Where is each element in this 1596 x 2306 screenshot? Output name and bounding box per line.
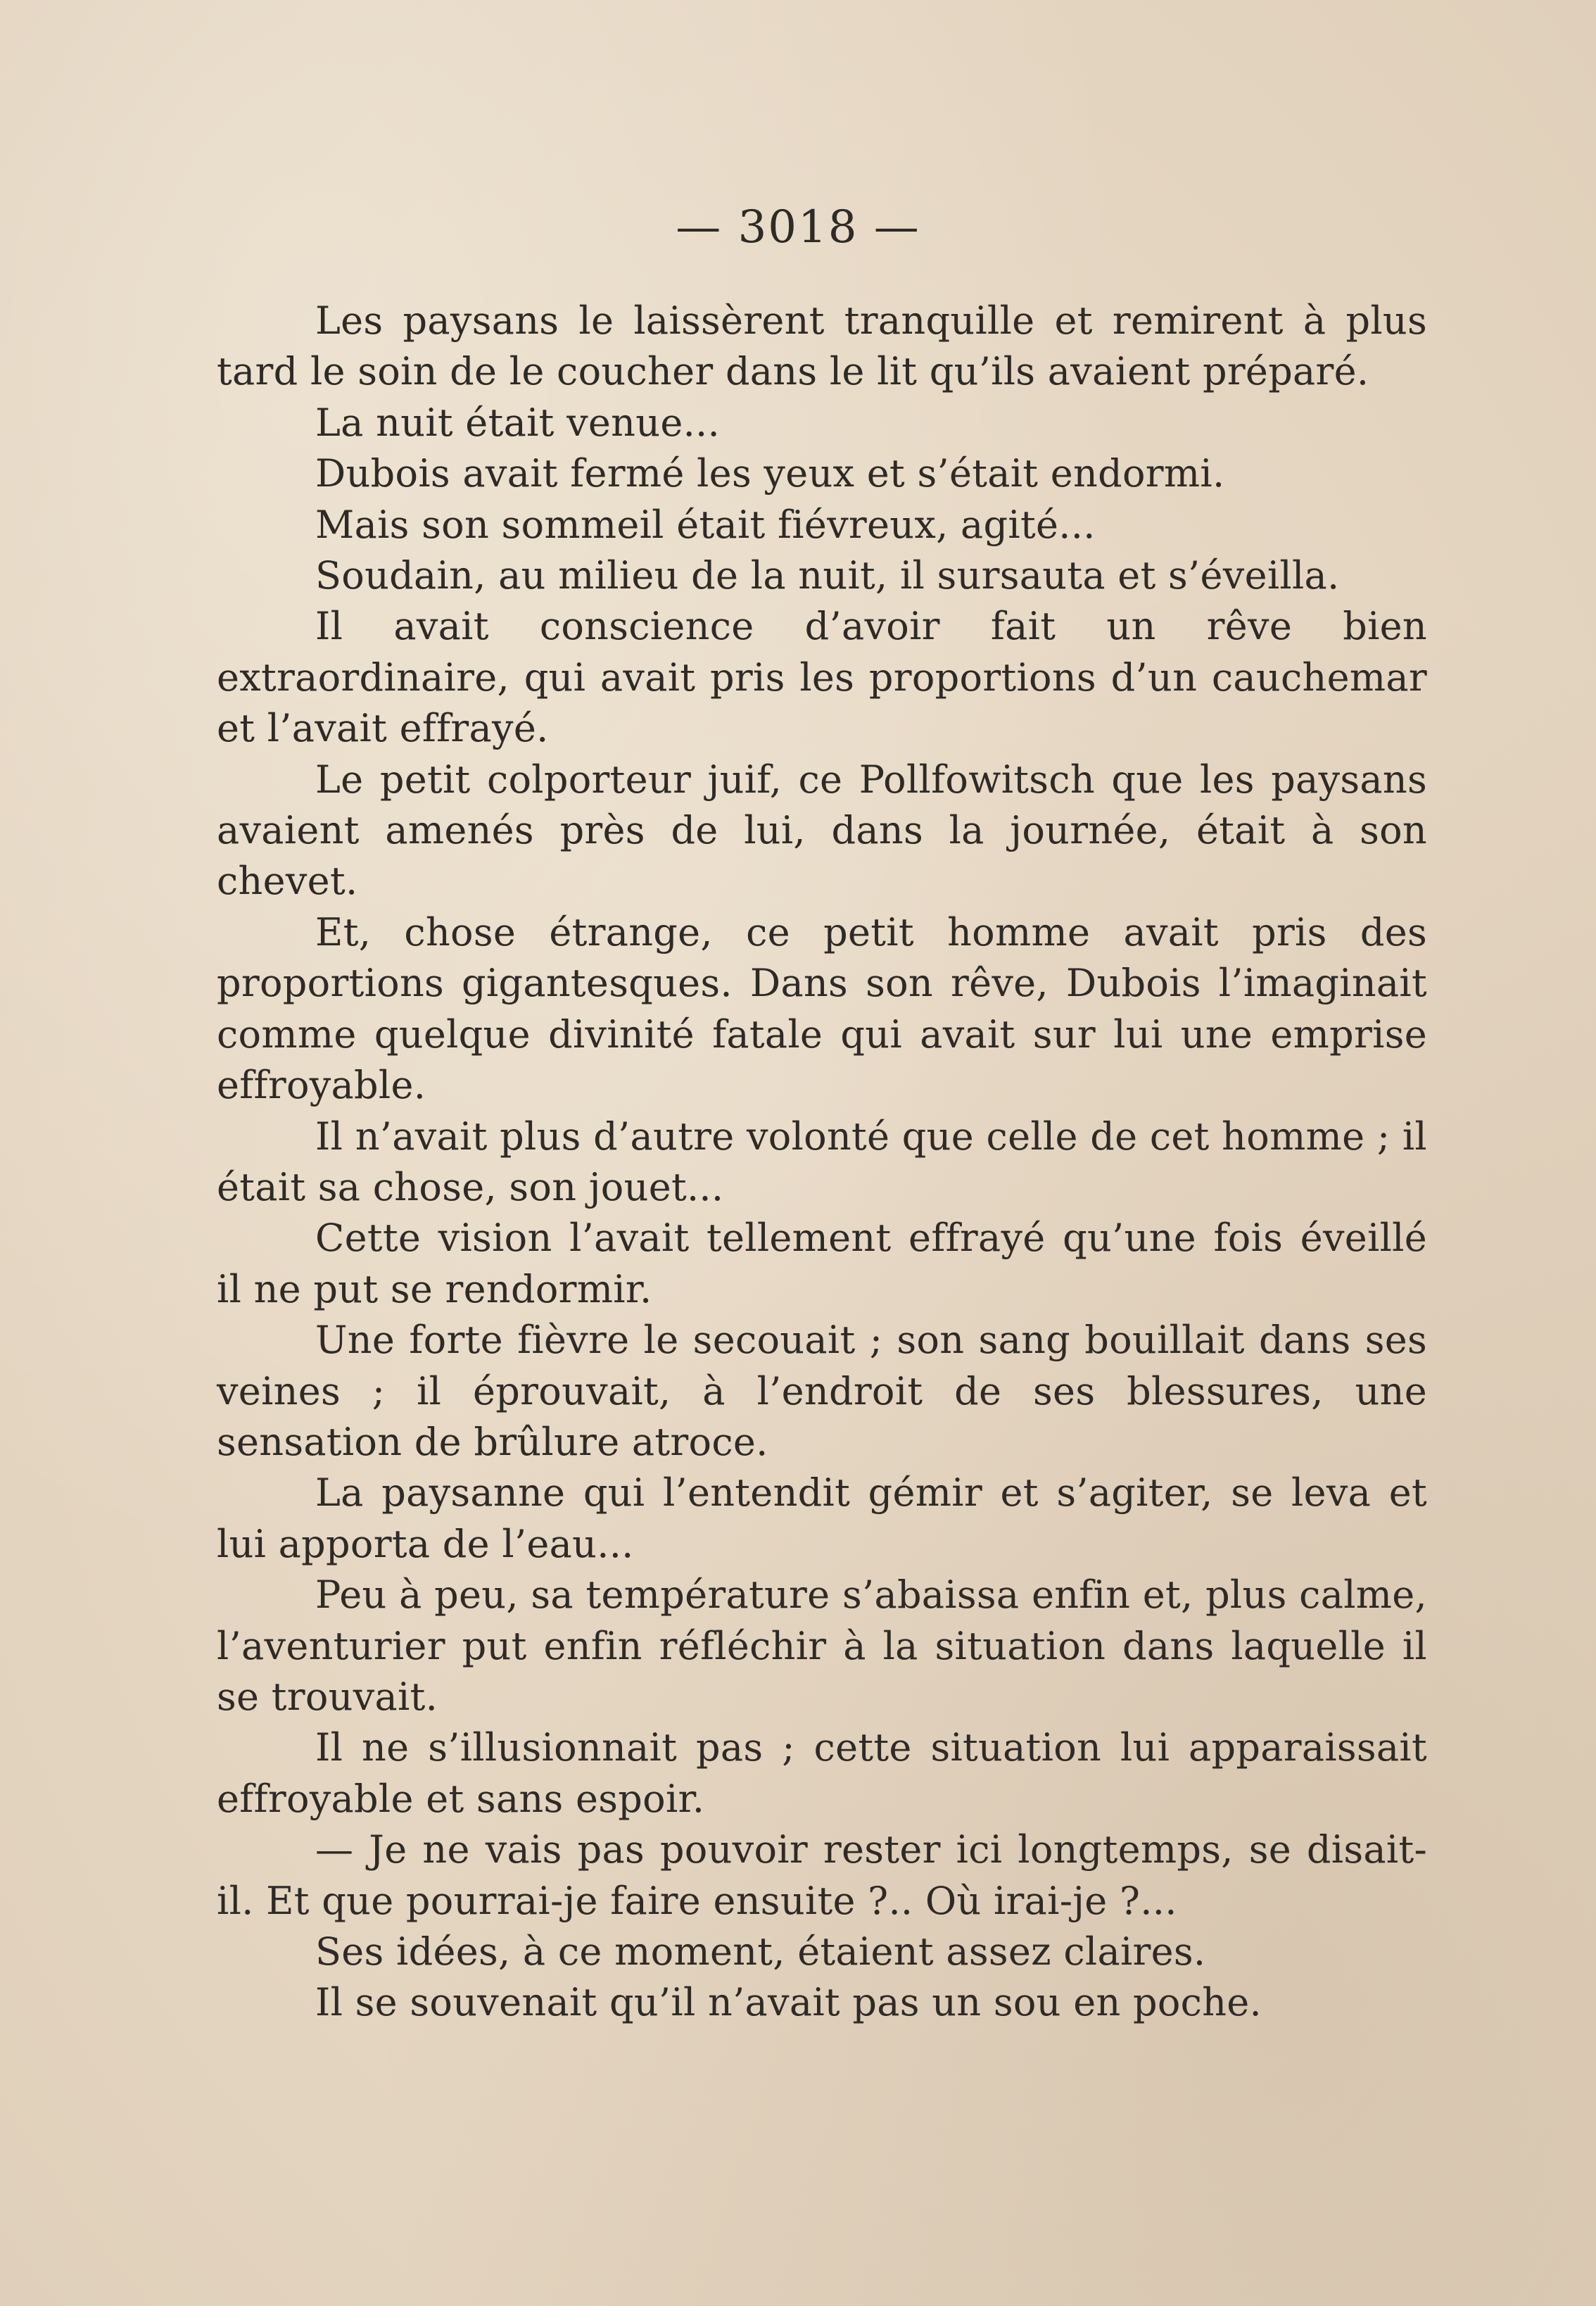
paragraph: Les paysans le laissèrent tranquille et remirent à plus tard le soin de le coucher dans le lit qu’ils avaient préparé.	[217, 298, 1427, 394]
paragraph: La paysanne qui l’entendit gémir et s’agiter, se leva et lui apporta de l’eau...	[217, 1470, 1427, 1566]
paragraph: Il se souvenait qu’il n’avait pas un sou en poche.	[315, 1980, 1262, 2025]
paragraph: — Je ne vais pas pouvoir rester ici longtemps, se disait-il. Et que pourrai-je faire ensuite ?.. Où irai-je ?...	[217, 1827, 1427, 1923]
paragraph: Le petit colporteur juif, ce Pollfowitsch que les paysans avaient amenés près de lui, dans la journée, était à son chevet.	[217, 757, 1427, 904]
paragraph: Mais son sommeil était fiévreux, agité...	[315, 502, 1096, 547]
paragraph: Il ne s’illusionnait pas ; cette situation lui apparaissait effroyable et sans espoir.	[217, 1725, 1427, 1821]
paragraph: Une forte fièvre le secouait ; son sang bouillait dans ses veines ; il éprouvait, à l’endroit de ses blessures, une sensation de brûlure atroce.	[217, 1318, 1427, 1464]
paragraph: Peu à peu, sa température s’abaissa enfin et, plus calme, l’aventurier put enfin réfléchir à la situation dans laquelle il se trouvait.	[217, 1573, 1427, 1719]
paragraph: Et, chose étrange, ce petit homme avait pris des proportions gigantesques. Dans son rêve, Dubois l’imaginait comme quelque divinité fatale qui avait sur lui une emprise effroyable.	[217, 909, 1427, 1108]
page-number: — 3018 —	[676, 201, 920, 253]
paragraph: La nuit était venue...	[315, 400, 720, 445]
paragraph: Il n’avait plus d’autre volonté que celle de cet homme ; il était sa chose, son jouet...	[217, 1114, 1427, 1209]
paragraph: Cette vision l’avait tellement effrayé qu’une fois éveillé il ne put se rendormir.	[217, 1216, 1427, 1311]
paragraph: Soudain, au milieu de la nuit, il sursauta et s’éveilla.	[315, 553, 1340, 598]
paragraph: Dubois avait fermé les yeux et s’était endormi.	[315, 451, 1225, 496]
paragraph: Il avait conscience d’avoir fait un rêve bien extraordinaire, qui avait pris les proportions d’un cauchemar et l’avait effrayé.	[217, 604, 1427, 751]
body-text	[217, 296, 1427, 2029]
paragraph: Ses idées, à ce moment, étaient assez claires.	[315, 1929, 1206, 1974]
